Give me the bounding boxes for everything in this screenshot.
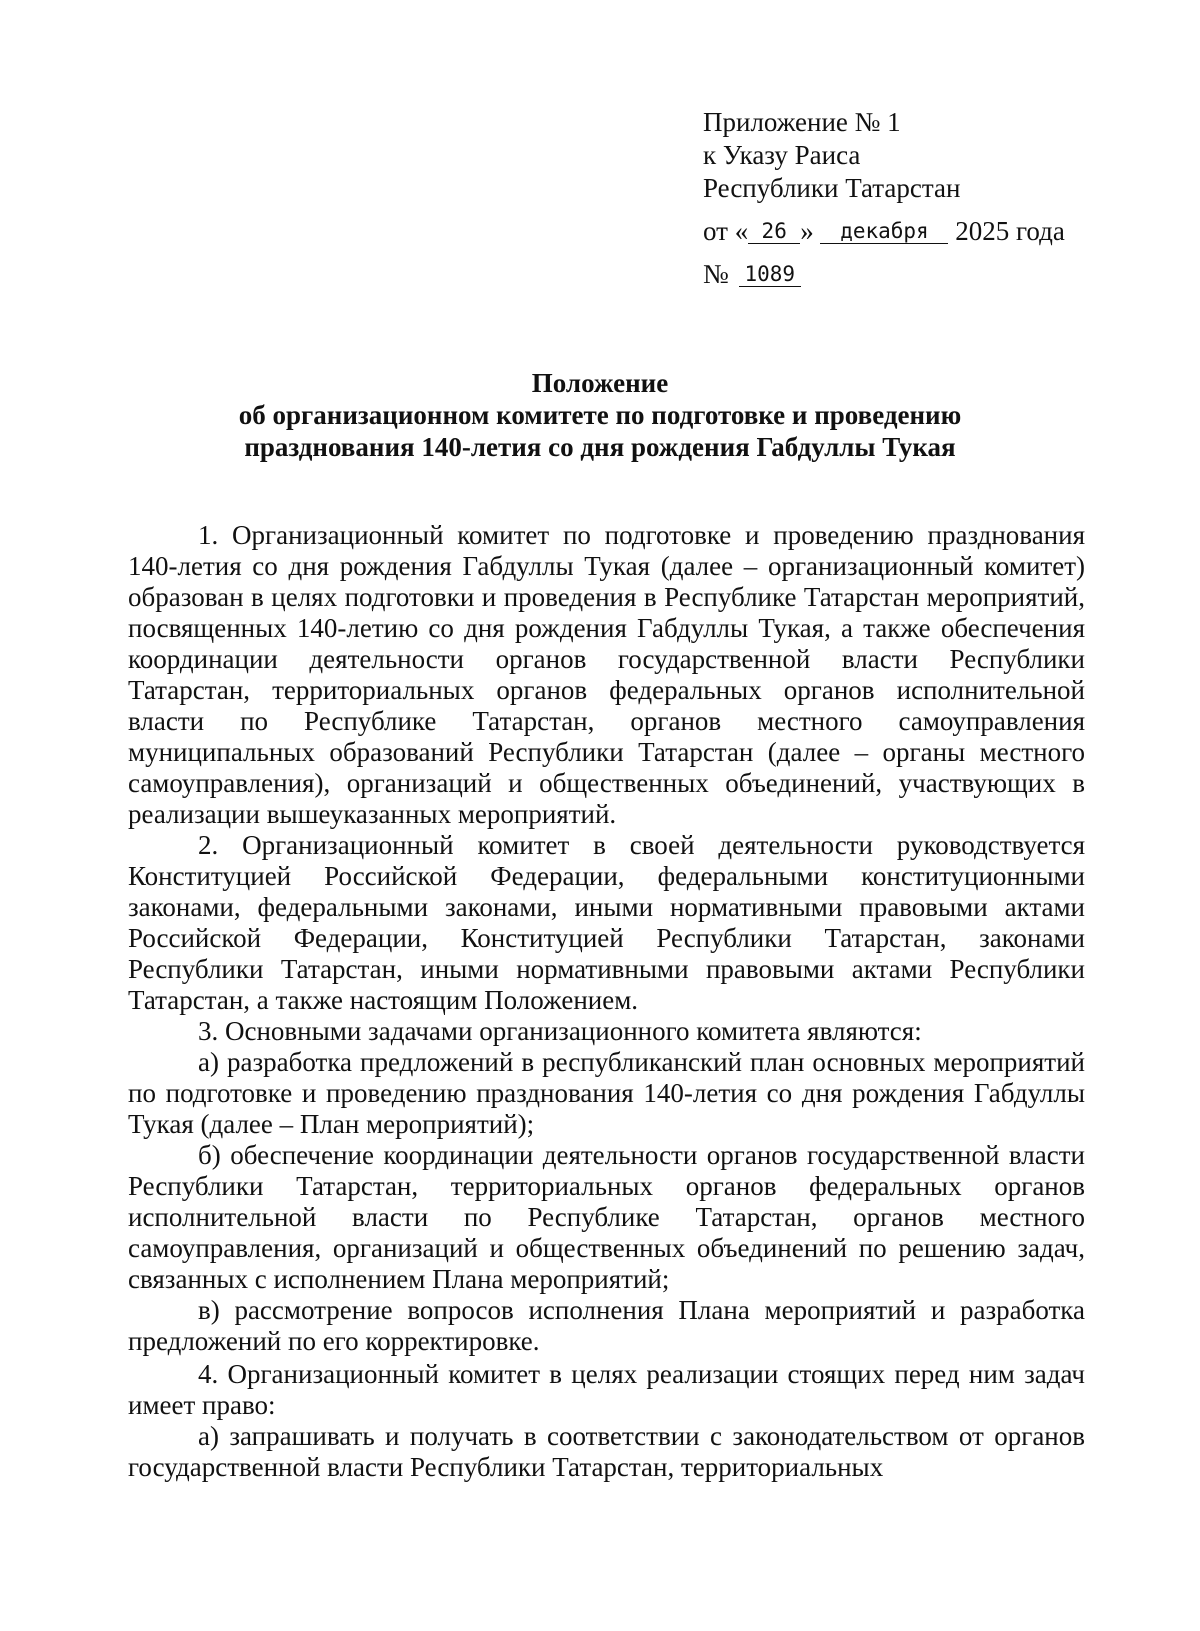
date-mid: »: [800, 216, 814, 246]
paragraph-2: 2. Организационный комитет в своей деятельности руководствуется Конституцией Российской Федерации, федеральными конституционными законами, федеральными законами, иными нормативными правовыми актами Российской Федерации, Конституцией Республики Татарстан, законами Республики Татарстан, иными нормативными правовыми актами Республики Татарстан, а также настоящим Положением.: [128, 830, 1085, 1015]
appendix-date: [703, 215, 1163, 248]
title-line-1: Положение: [531, 368, 669, 398]
appendix-line-2: к Указу Раиса: [703, 140, 861, 170]
paragraph-3: 3. Основными задачами организационного комитета являются:: [198, 1016, 922, 1046]
paragraph-3c: в) рассмотрение вопросов исполнения Плана мероприятий и разработка предложений по его корректировке.: [128, 1295, 1085, 1356]
date-suffix: 2025 года: [955, 216, 1065, 246]
title-line-3: празднования 140-летия со дня рождения Габдуллы Тукая: [244, 432, 956, 462]
number-prefix: №: [703, 259, 729, 289]
paragraph-3b: б) обеспечение координации деятельности органов государственной власти Республики Татарстан, территориальных органов федеральных органов исполнительной власти по Республике Татарстан, органов местного самоуправления, организаций и общественных объединений по решению задач, связанных с исполнением Плана мероприятий;: [128, 1140, 1085, 1294]
appendix-line-1: Приложение № 1: [703, 107, 901, 137]
appendix-line-3: Республики Татарстан: [703, 173, 961, 203]
date-prefix: от «: [703, 216, 749, 246]
paragraph-3a: а) разработка предложений в республиканский план основных мероприятий по подготовке и проведению празднования 140-летия со дня рождения Габдуллы Тукая (далее – План мероприятий);: [128, 1047, 1085, 1139]
paragraph-4a: а) запрашивать и получать в соответствии с законодательством от органов государственной власти Республики Татарстан, территориальных: [128, 1421, 1085, 1482]
date-month: декабря: [820, 219, 948, 244]
paragraph-1: 1. Организационный комитет по подготовке и проведению празднования 140-летия со дня рождения Габдуллы Тукая (далее – организационный комитет) образован в целях подготовки и проведения в Республике Татарстан мероприятий, посвященных 140-летию со дня рождения Габдуллы Тукая, а также обеспечения координации деятельности органов государственной власти Республики Татарстан, территориальных органов федеральных органов исполнительной власти по Республике Татарстан, органов местного самоуправления муниципальных образований Республики Татарстан (далее – органы местного самоуправления), организаций и общественных объединений, участвующих в реализации вышеуказанных мероприятий.: [128, 520, 1085, 829]
paragraph-4: 4. Организационный комитет в целях реализации стоящих перед ним задач имеет право:: [128, 1359, 1085, 1420]
date-day: 26: [748, 219, 800, 244]
title-line-2: об организационном комитете по подготовке и проведению: [238, 400, 962, 430]
appendix-number: [703, 258, 1163, 291]
document-title: [120, 367, 1080, 463]
decree-number: 1089: [739, 262, 801, 287]
document-body: [128, 520, 1085, 1483]
appendix-header: [703, 106, 1163, 291]
